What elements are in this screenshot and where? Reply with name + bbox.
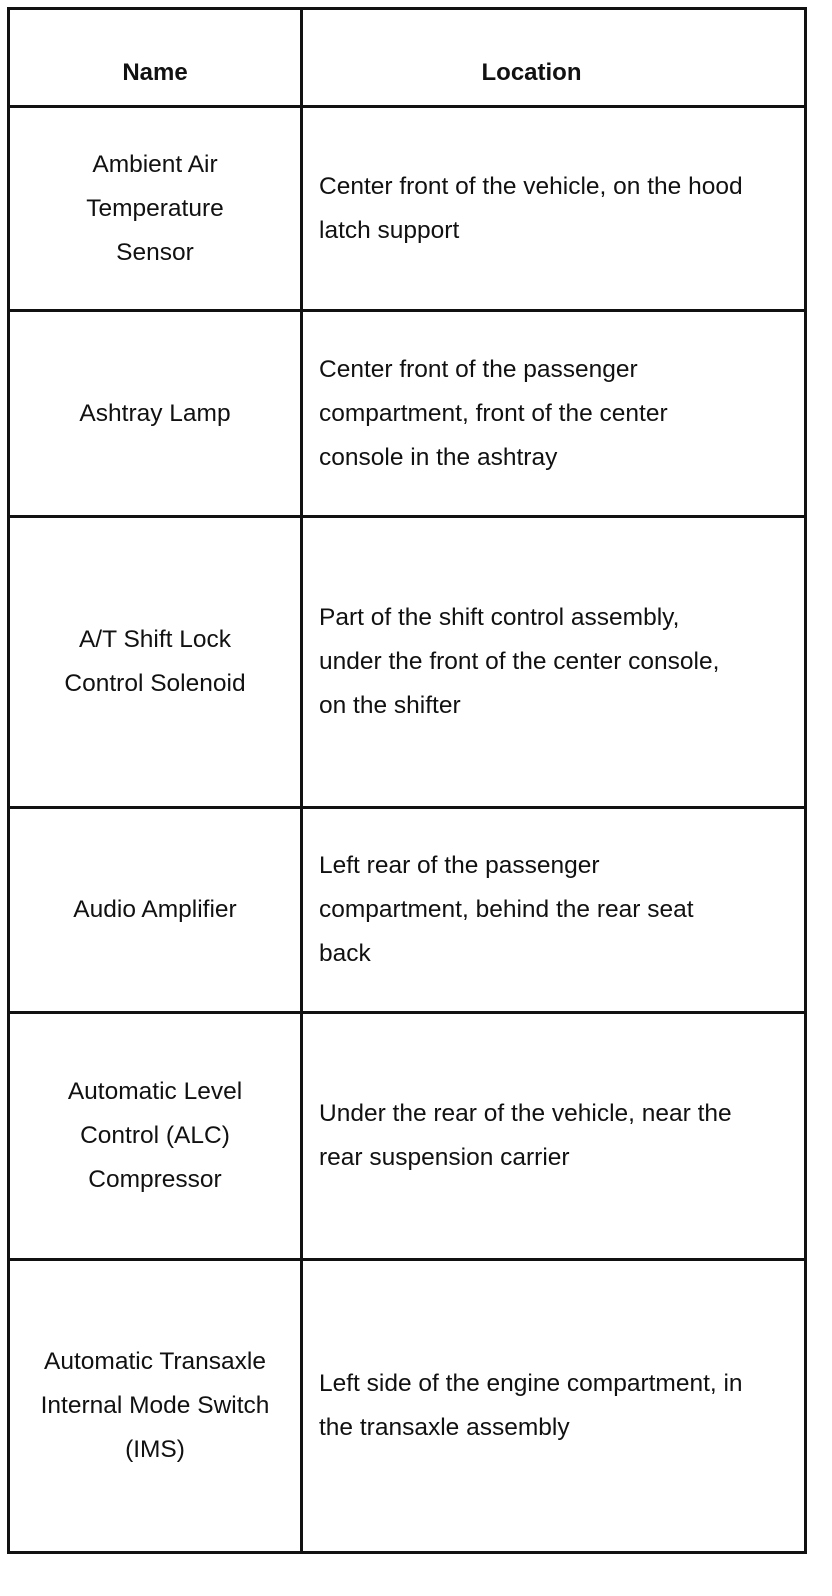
table-row-5-location-cell xyxy=(303,1261,804,1551)
header-location xyxy=(303,10,804,108)
table-row-0-location-cell xyxy=(303,108,804,312)
component-location-table xyxy=(7,7,807,1554)
table-row-2-name-cell xyxy=(10,518,303,809)
row-name: Audio Amplifier xyxy=(73,896,237,923)
table-row-1-location-cell xyxy=(303,312,804,518)
row-name: Ashtray Lamp xyxy=(79,399,231,427)
row-location: Under the rear of the vehicle, near the rear suspension carrier xyxy=(319,1100,732,1171)
table-row-1-name-cell xyxy=(10,312,303,518)
table-row-4-location-cell xyxy=(303,1014,804,1261)
row-name: Automatic Level Control (ALC) Compressor xyxy=(67,1078,243,1193)
row-location: Left rear of the passenger compartment, behind the rear seat back xyxy=(319,852,694,967)
row-location: Center front of the vehicle, on the hood latch support xyxy=(319,172,743,244)
header-location-label: Location xyxy=(481,58,582,86)
header-name xyxy=(10,10,303,108)
row-name: Ambient Air Temperature Sensor xyxy=(86,150,224,266)
row-location: Center front of the passenger compartment, front of the center console in the ashtray xyxy=(319,355,668,471)
table-row-5-name-cell xyxy=(10,1261,303,1551)
table-row-0-name-cell xyxy=(10,108,303,312)
row-location: Left side of the engine compartment, in the transaxle assembly xyxy=(319,1370,743,1441)
table-row-4-name-cell xyxy=(10,1014,303,1261)
row-name: A/T Shift Lock Control Solenoid xyxy=(64,626,246,697)
table-row-3-name-cell xyxy=(10,809,303,1014)
table-row-2-location-cell xyxy=(303,518,804,809)
row-name: Automatic Transaxle Internal Mode Switch (IMS) xyxy=(40,1348,270,1463)
row-location: Part of the shift control assembly, under the front of the center console, on the shifter xyxy=(319,604,720,719)
header-name-label: Name xyxy=(122,58,188,86)
table-row-3-location-cell xyxy=(303,809,804,1014)
